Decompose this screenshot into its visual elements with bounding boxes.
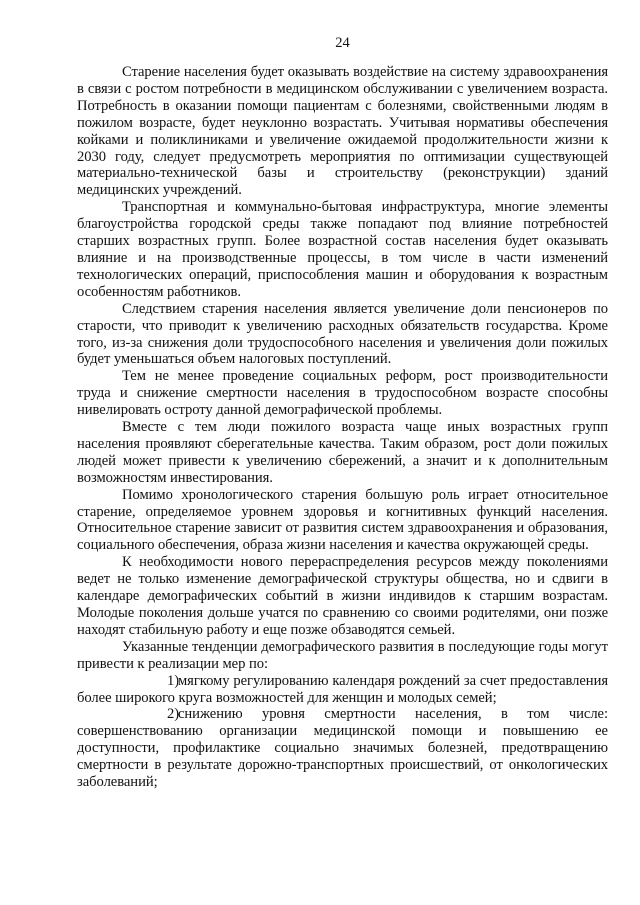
paragraph-pensioners: Следствием старения населения является увеличение доли пенсионеров по старости, что приводит к увеличению расходных обязательств государства. Кроме того, из-за снижения доли трудоспособного населения и увеличения доли пожилых будет уменьшаться объем налоговых поступлений. bbox=[77, 300, 608, 368]
paragraph-healthcare: Старение населения будет оказывать воздействие на систему здравоохранения в связи с ростом потребности в медицинском обслуживании с увеличением возраста. Потребность в оказании помощи пациентам с болезнями, свойственными людям в пожилом возрасте, будет неуклонно возрастать. Учитывая нормативы обеспечения койками и поликлиниками и увеличение ожидаемой продолжительности жизни к 2030 году, следует предусмотреть мероприятия по оптимизации существующей материально-технической базы и строительству (реконструкции) зданий медицинских учреждений. bbox=[77, 64, 608, 199]
page-number: 24 bbox=[335, 35, 350, 51]
paragraph-measures-intro: Указанные тенденции демографического развития в последующие годы могут привести к реализации мер по: bbox=[77, 638, 608, 672]
paragraph-redistribution: К необходимости нового перераспределения ресурсов между поколениями ведет не только изменение демографической структуры общества, но и сдвиги в календаре демографических событий в жизни индивидов к старшим возрастам. Молодые поколения дольше учатся по сравнению со своими родителями, они позже находят стабильную работу и еще позже обзаводятся семьей. bbox=[77, 554, 608, 638]
list-item bbox=[77, 706, 608, 791]
paragraph-reforms: Тем не менее проведение социальных реформ, рост производительности труда и снижение смертности населения в трудоспособном возрасте способны нивелировать остроту данной демографической проблемы. bbox=[77, 368, 608, 419]
paragraph-savings: Вместе с тем люди пожилого возраста чаще иных возрастных групп населения проявляют сберегательные качества. Таким образом, рост доли пожилых людей может привести к увеличению сбережений, а значит и к дополнительным возможностям инвестирования. bbox=[77, 419, 608, 486]
list-item bbox=[77, 673, 608, 707]
list-item-number: 2) bbox=[167, 706, 180, 723]
list-item-text: мягкому регулированию календаря рождений за счет предоставления более широкого круга возможностей для женщин и молодых семей; bbox=[77, 672, 608, 706]
list-item-number: 1) bbox=[167, 672, 180, 689]
paragraph-infrastructure: Транспортная и коммунально-бытовая инфраструктура, многие элементы благоустройства городской среды также попадают под влияние потребностей старших возрастных групп. Более возрастной состав населения будет оказывать влияние и на производственные процессы, в том числе в части изменений технологических операций, приспособления машин и оборудования к возрастным особенностям работников. bbox=[77, 199, 608, 300]
paragraph-relative-aging: Помимо хронологического старения большую роль играет относительное старение, определяемое уровнем здоровья и когнитивных функций населения. Относительное старение зависит от развития систем здравоохранения и образования, социального обеспечения, образа жизни населения и качества окружающей среды. bbox=[77, 486, 608, 554]
list-item-text: снижению уровня смертности населения, в том числе: совершенствованию организации медицинской помощи и повышению ее доступности, профилактике социально значимых болезней, предотвращению смертности в результате дорожно-транспортных происшествий, от онкологических заболеваний; bbox=[77, 706, 608, 791]
